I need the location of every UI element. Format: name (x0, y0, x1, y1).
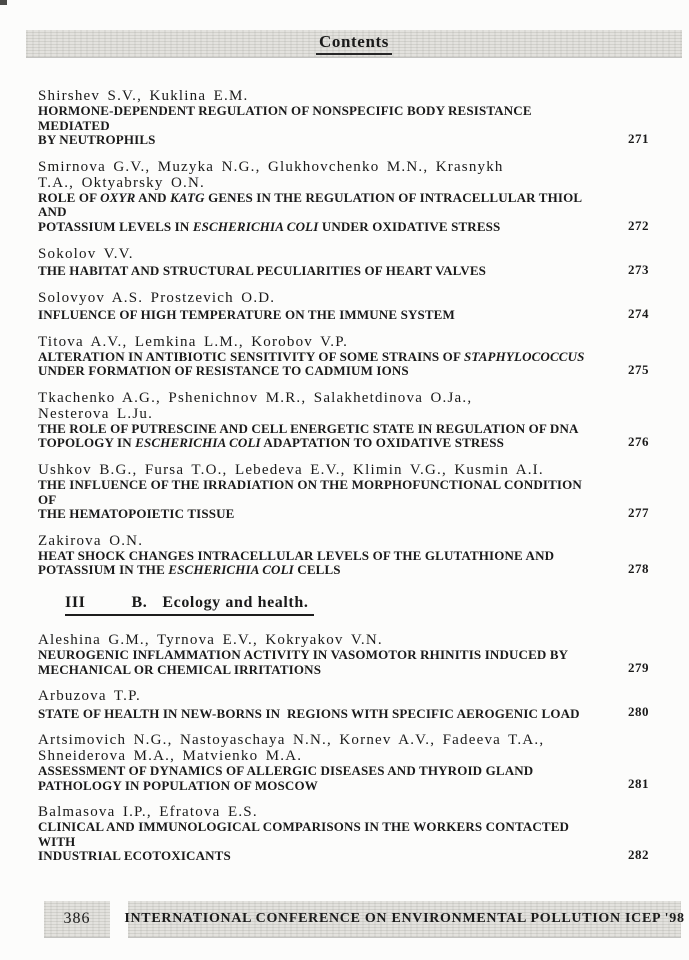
entry-title (38, 707, 601, 722)
entry-authors (38, 462, 649, 478)
entry-page-number: 273 (628, 261, 649, 277)
page-title: Contents (316, 32, 392, 55)
table-of-contents (38, 88, 649, 875)
entry-page-number: 277 (628, 504, 649, 520)
entry-title-line: ROLE OF OXYR AND KATG GENES IN THE REGULATION OF INTRACELLULAR THIOL AND (38, 189, 585, 220)
toc-entry (38, 159, 649, 235)
entry-title-line: THE HEMATOPOIETIC TISSUE (38, 506, 235, 522)
entry-title-row (38, 764, 649, 793)
entry-authors (38, 290, 649, 306)
entry-title-segment: ESCHERICHIA COLI (168, 562, 294, 578)
entry-author-line: Sokolov V.V. (38, 245, 134, 262)
entry-author-line: Solovyov A.S. Prostzevich O.D. (38, 289, 276, 306)
entry-author-line: Titova A.V., Lemkina L.M., Korobov V.P. (38, 333, 349, 350)
entry-title-line: ASSESSMENT OF DYNAMICS OF ALLERGIC DISEASES AND THYROID GLAND (38, 763, 534, 779)
section-title: Ecology and health. (162, 593, 309, 611)
entry-authors (38, 159, 649, 191)
entry-title (38, 648, 601, 677)
entry-author-line: Aleshina G.M., Tyrnova E.V., Kokryakov V.N. (38, 631, 383, 648)
entry-authors (38, 533, 649, 549)
entry-author-line: Shneiderova M.A., Matvienko M.A. (38, 748, 303, 765)
entry-author-line: Shirshev S.V., Kuklina E.M. (38, 88, 249, 104)
entry-authors (38, 390, 649, 422)
entry-title-row (38, 478, 649, 522)
entry-author-line: T.A., Oktyabrsky O.N. (38, 174, 205, 191)
entry-page-number: 280 (628, 704, 649, 720)
entry-author-line: Arbuzova T.P. (38, 688, 141, 705)
conference-footer-bar (124, 901, 685, 937)
entry-authors (38, 804, 649, 820)
entry-title-line: MECHANICAL OR CHEMICAL IRRITATIONS (38, 661, 322, 677)
entry-title (38, 308, 601, 323)
toc-entry (38, 88, 649, 148)
entry-title-line: ALTERATION IN ANTIBIOTIC SENSITIVITY OF SOME STRAINS OF STAPHYLOCOCCUS (38, 348, 585, 364)
entry-title (38, 549, 601, 578)
entry-title-line: CLINICAL AND IMMUNOLOGICAL COMPARISONS IN THE WORKERS CONTACTED WITH (38, 819, 573, 849)
entry-title-line: TOPOLOGY IN ESCHERICHIA COLI ADAPTATION TO OXIDATIVE STRESS (38, 435, 505, 451)
entry-title-row (38, 422, 649, 451)
entry-title (38, 764, 601, 793)
scan-corner-mark (0, 0, 7, 5)
toc-entry (38, 804, 649, 864)
entry-author-line: Smirnova G.V., Muzyka N.G., Glukhovchenko M.N., Krasnykh (38, 158, 504, 175)
entry-authors (38, 334, 649, 350)
entry-title-segment: ESCHERICHIA COLI (135, 435, 261, 451)
entry-title-line: INDUSTRIAL ECOTOXICANTS (38, 848, 231, 864)
entry-title-row (38, 704, 649, 721)
entry-author-line: Tkachenko A.G., Pshenichnov M.R., Salakhetdinova O.Ja., (38, 389, 473, 406)
entry-title (38, 350, 601, 379)
section-heading-text (65, 594, 314, 616)
entry-title-row (38, 549, 649, 578)
entry-title-line: THE INFLUENCE OF THE IRRADIATION ON THE MORPHOFUNCTIONAL CONDITION OF (38, 476, 586, 507)
entry-title-line: STATE OF HEALTH IN NEW-BORNS IN REGIONS WITH SPECIFIC AEROGENIC LOAD (38, 705, 580, 721)
entry-title-row (38, 191, 649, 235)
entry-page-number: 282 (628, 847, 649, 863)
entry-title-line: PATHOLOGY IN POPULATION OF MOSCOW (38, 777, 318, 793)
entry-title-line: BY NEUTROPHILS (38, 132, 156, 148)
page-number: 386 (63, 910, 91, 927)
entry-title-row (38, 262, 649, 279)
entry-title (38, 191, 601, 235)
entry-authors (38, 632, 649, 648)
page-number-box (44, 901, 110, 937)
entry-author-line: Balmasova I.P., Efratova E.S. (38, 804, 258, 821)
entry-title-row (38, 820, 649, 864)
entry-title-line: HORMONE-DEPENDENT REGULATION OF NONSPECIFIC BODY RESISTANCE MEDIATED (38, 103, 536, 133)
entry-title (38, 820, 601, 864)
toc-entry (38, 732, 649, 793)
toc-entry (38, 632, 649, 677)
entry-author-line: Zakirova O.N. (38, 532, 144, 549)
entry-author-line: Nesterova L.Ju. (38, 405, 154, 422)
entry-title-row (38, 104, 649, 148)
entry-title-line: POTASSIUM IN THE ESCHERICHIA COLI CELLS (38, 562, 341, 578)
toc-entry (38, 462, 649, 522)
toc-entry (38, 390, 649, 451)
entry-title-segment: ESCHERICHIA COLI (192, 218, 319, 234)
entry-author-line: Artsimovich N.G., Nastoyaschaya N.N., Kornev A.V., Fadeeva T.A., (38, 732, 545, 749)
entry-title-line: HEAT SHOCK CHANGES INTRACELLULAR LEVELS OF THE GLUTATHIONE AND (38, 547, 555, 563)
entry-title-row (38, 306, 649, 323)
section-numeral: III (65, 593, 86, 611)
entry-title-line: UNDER FORMATION OF RESISTANCE TO CADMIUM IONS (38, 363, 409, 379)
entry-authors (38, 246, 649, 262)
entry-page-number: 276 (628, 433, 649, 449)
entry-author-line: Ushkov B.G., Fursa T.O., Lebedeva E.V., Klimin V.G., Kusmin A.I. (38, 461, 544, 478)
toc-entry (38, 290, 649, 323)
entry-page-number: 274 (628, 305, 649, 321)
entry-title-line: THE HABITAT AND STRUCTURAL PECULIARITIES OF HEART VALVES (38, 262, 487, 278)
toc-entry (38, 688, 649, 721)
entry-page-number: 278 (628, 560, 649, 576)
entry-page-number: 281 (628, 776, 649, 792)
entry-page-number: 279 (628, 660, 649, 676)
entry-title-line: NEUROGENIC INFLAMMATION ACTIVITY IN VASOMOTOR RHINITIS INDUCED BY (38, 646, 569, 662)
contents-header-bar (26, 30, 682, 57)
entry-page-number: 272 (628, 217, 649, 233)
entry-page-number: 271 (628, 130, 649, 146)
entry-title-line: INFLUENCE OF HIGH TEMPERATURE ON THE IMMUNE SYSTEM (38, 306, 455, 322)
entry-title-line: THE ROLE OF PUTRESCINE AND CELL ENERGETIC STATE IN REGULATION OF DNA (38, 420, 579, 436)
entry-authors (38, 732, 649, 764)
section-letter: B. (131, 593, 148, 611)
entry-title-row (38, 350, 649, 379)
entry-title (38, 478, 601, 522)
entry-page-number: 275 (628, 361, 649, 377)
section-heading (65, 594, 649, 616)
entry-title-segment: STAPHYLOCOCCUS (463, 348, 585, 364)
entry-title (38, 104, 601, 148)
toc-entry (38, 533, 649, 578)
entry-title-segment: KATG (170, 189, 205, 205)
entry-authors (38, 688, 649, 704)
entry-title-segment: OXYR (100, 189, 136, 205)
entry-title (38, 264, 601, 279)
entry-title (38, 422, 601, 451)
toc-entry (38, 334, 649, 379)
conference-title: INTERNATIONAL CONFERENCE ON ENVIRONMENTAL POLLUTION ICEP '98 (124, 911, 685, 926)
entry-title-row (38, 648, 649, 677)
toc-entry (38, 246, 649, 279)
entry-title-line: POTASSIUM LEVELS IN ESCHERICHIA COLI UNDER OXIDATIVE STRESS (38, 218, 501, 234)
entry-authors (38, 88, 649, 104)
